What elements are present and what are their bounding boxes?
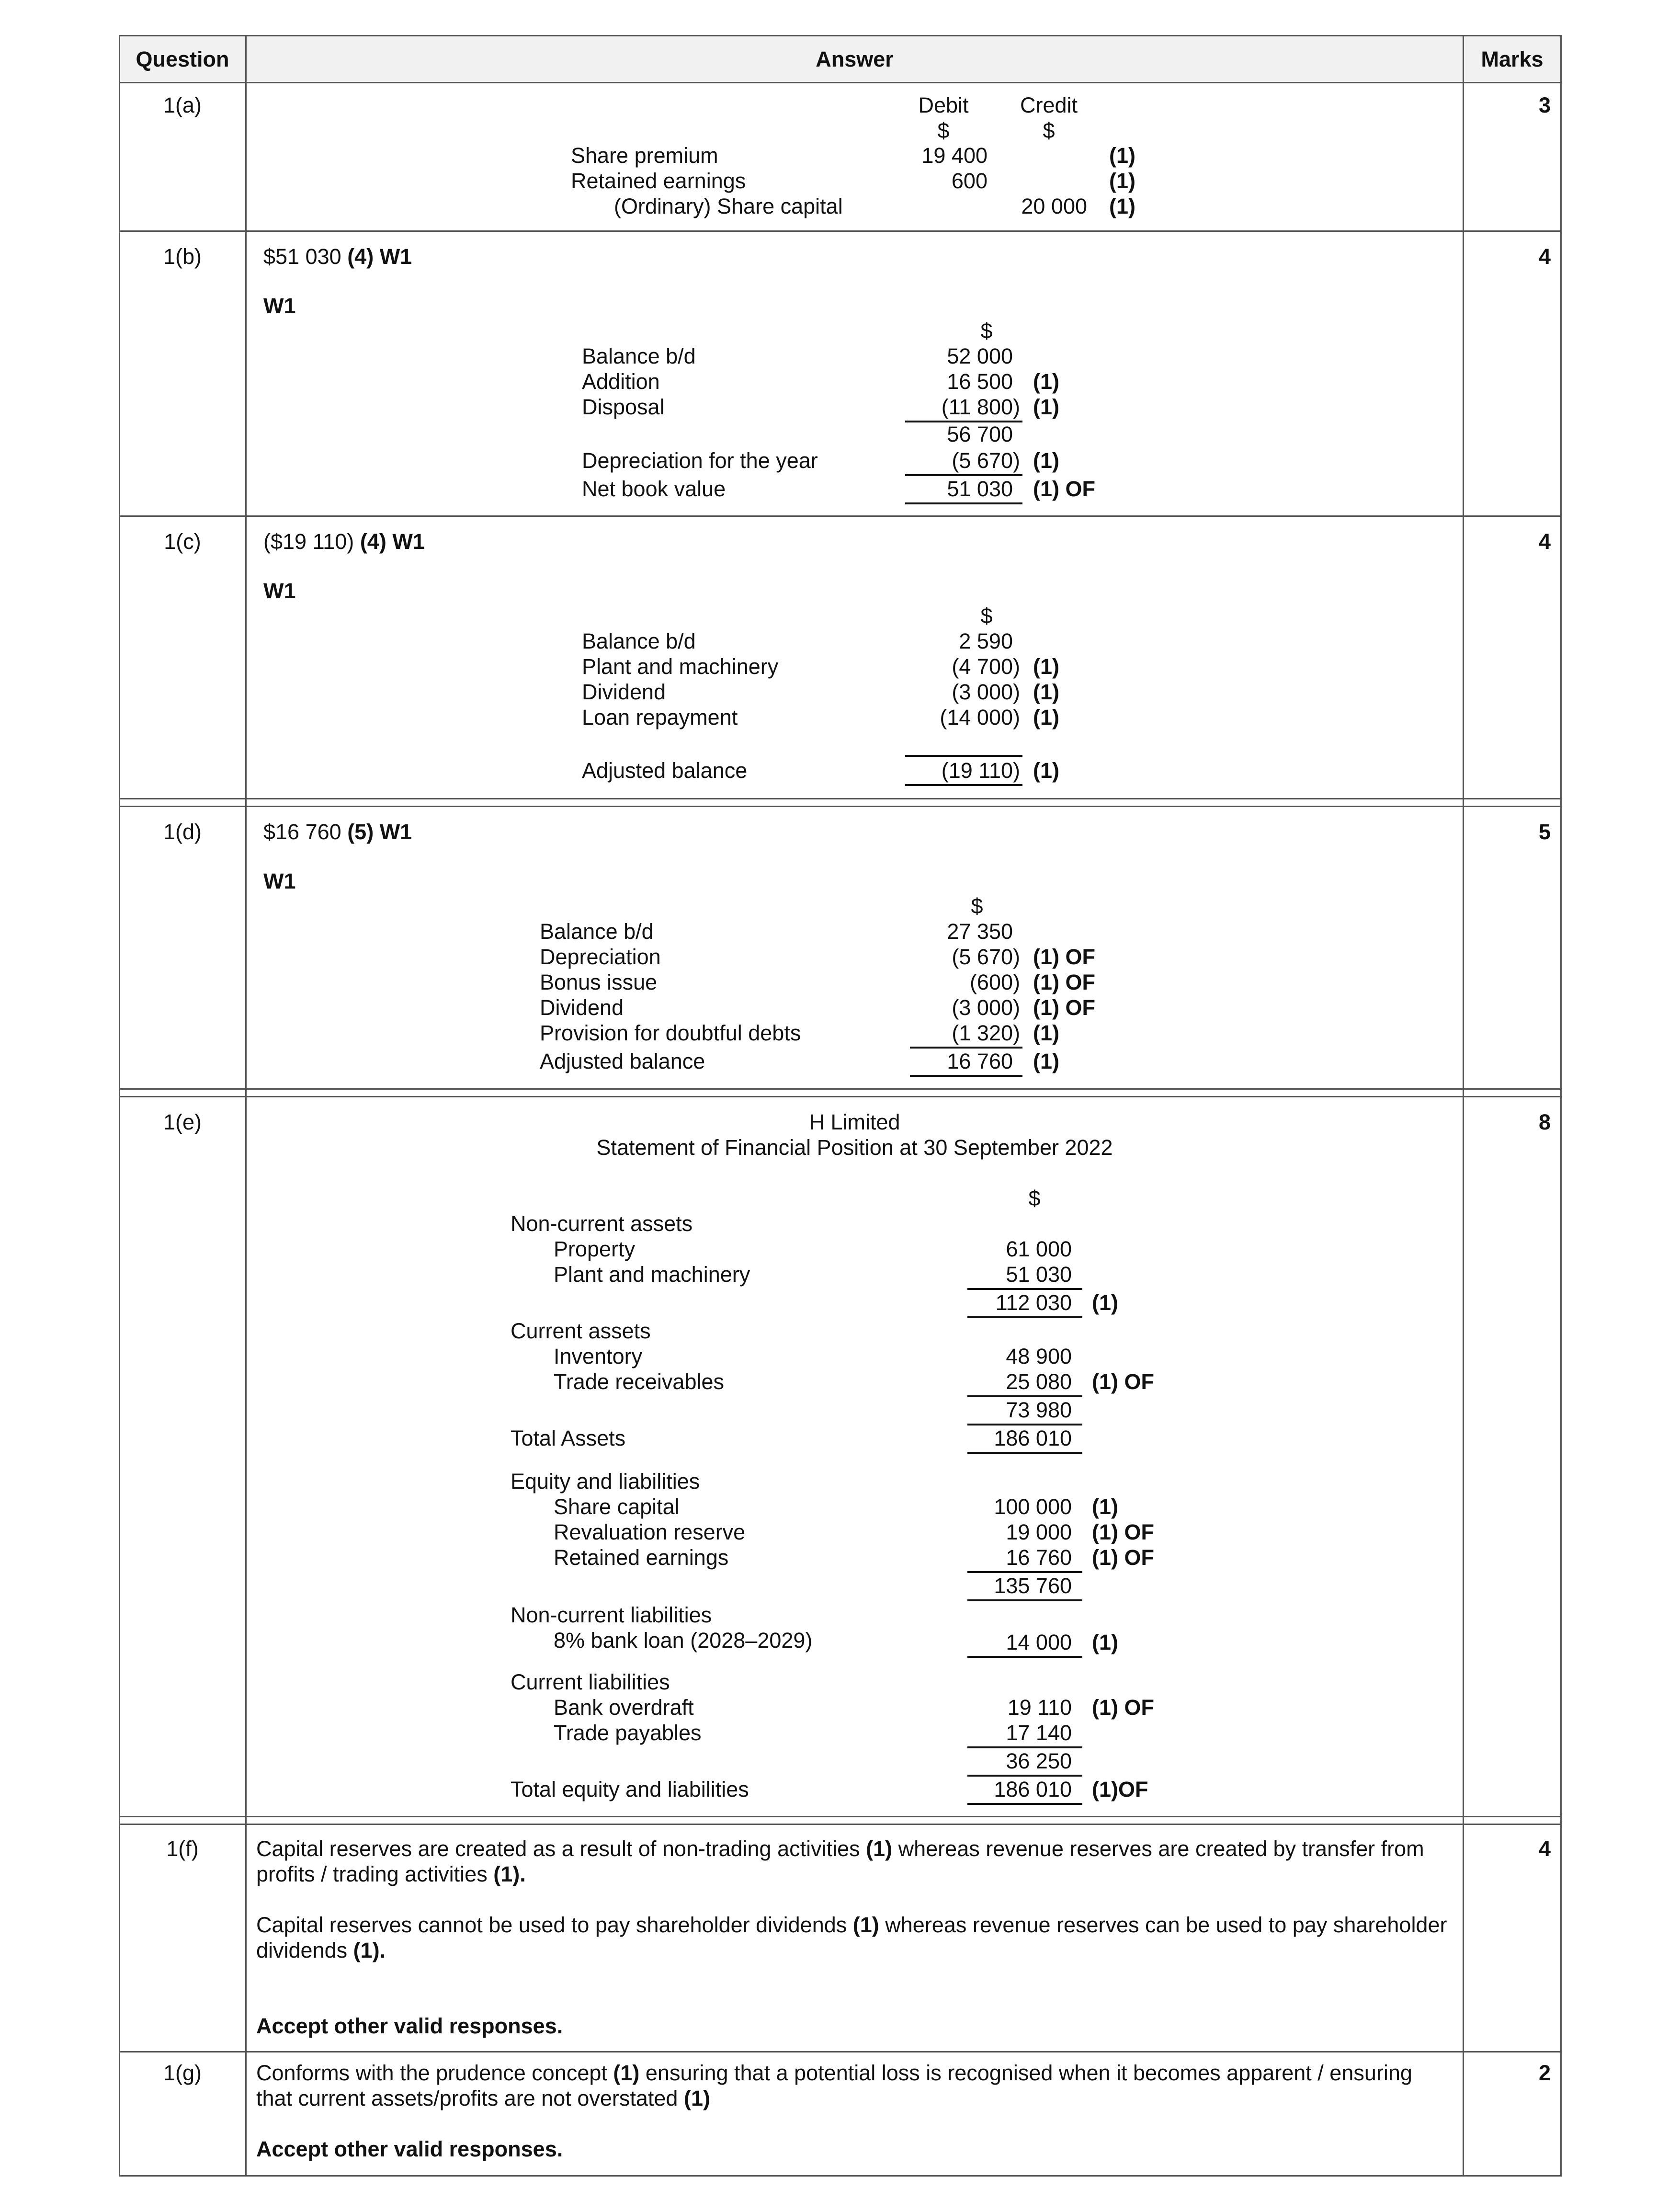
answer-paragraph-1g-1 [256,2060,1453,2111]
working-value: (600) [969,970,1020,994]
working-item: Balance b/d [540,919,654,944]
accept-note-1f: Accept other valid responses. [256,2014,563,2038]
working-item: Balance b/d [582,629,696,653]
question-label-1d: 1(d) [163,820,202,844]
working-item: Addition [582,369,660,394]
sofp-heading: Total equity and liabilities [511,1777,749,1802]
table-border-top [119,35,1561,36]
answer-paragraph-1f-2 [256,1912,1453,1963]
working-mark: (1) OF [1033,477,1095,501]
total-line [910,1075,1022,1077]
working-value: (3 000) [952,680,1020,704]
sofp-value: 17 140 [1006,1721,1072,1745]
working-item: Adjusted balance [540,1049,705,1073]
accept-note-1g: Accept other valid responses. [256,2137,563,2161]
row-divider-1b [119,515,1561,517]
marks-1d: 5 [1538,820,1551,844]
working-mark: (1) [1033,705,1059,730]
working-mark: (1) OF [1033,995,1095,1020]
debit-column-header: Debit [918,93,969,117]
marks-1a: 3 [1538,93,1551,117]
mark-allocation: (1) [613,2061,640,2085]
sofp-heading: Equity and liabilities [511,1469,700,1494]
working-mark: (1) [1033,758,1059,783]
question-label-1c: 1(c) [164,529,201,554]
working-value: (4 700) [952,654,1020,679]
answer-text: whereas revenue reserves are created by transfer from profits / trading activities [256,1836,1424,1886]
working-item: Depreciation for the year [582,448,818,473]
working-item: Plant and machinery [582,654,779,679]
subtotal-line [967,1656,1082,1658]
working-value: 27 350 [947,919,1013,944]
working-mark: (1) [1033,680,1059,704]
working-value: (5 670) [952,448,1020,473]
working-value: 51 030 [947,477,1013,501]
marks-1e: 8 [1538,1110,1551,1134]
marks-1f: 4 [1538,1836,1551,1861]
sofp-item: Revaluation reserve [554,1520,746,1544]
row-divider-1f [119,2051,1561,2052]
journal-mark: (1) [1109,169,1135,193]
header-question: Question [136,47,229,71]
working-item: Balance b/d [582,344,696,368]
journal-item: Retained earnings [571,169,746,193]
credit-unit: $ [1043,118,1055,143]
working-mark: (1) OF [1033,945,1095,969]
sofp-value: 186 010 [994,1777,1072,1802]
sofp-mark: (1) OF [1092,1369,1154,1394]
sofp-item: Property [554,1237,636,1261]
question-label-1f: 1(f) [166,1836,199,1861]
journal-debit: 600 [951,169,988,193]
working-item: Loan repayment [582,705,738,730]
total-line [967,1452,1082,1454]
working-value: 52 000 [947,344,1013,368]
working-label: W1 [263,869,296,893]
answer-text: ensuring that a potential loss is recognised when it becomes apparent / ensuring that current assets/profits are not overstated [256,2061,1412,2110]
row-divider-1d-top [119,1088,1561,1090]
row-divider-1e-bottom [119,1824,1561,1825]
header-marks: Marks [1481,47,1544,71]
column-divider-question [245,35,247,2177]
debit-unit: $ [937,118,950,143]
sofp-value: 61 000 [1006,1237,1072,1261]
column-divider-marks [1463,35,1464,2177]
row-divider-1a [119,230,1561,232]
sofp-value: 135 760 [994,1573,1072,1598]
working-item: Bonus issue [540,970,658,994]
credit-column-header: Credit [1020,93,1078,117]
sofp-item: Bank overdraft [554,1695,694,1720]
working-label: W1 [263,294,296,318]
answer-paragraph-1f-1 [256,1836,1453,1887]
working-unit: $ [980,319,993,343]
answer-text: Conforms with the prudence concept [256,2061,613,2085]
working-mark: (1) [1033,1049,1059,1073]
working-item: Disposal [582,395,665,419]
answer-1c [263,529,425,554]
sofp-mark: (1) [1092,1630,1118,1654]
company-name: H Limited [809,1110,900,1134]
journal-credit: 20 000 [1021,194,1087,218]
header-answer: Answer [816,47,894,71]
working-item: Provision for doubtful debts [540,1021,801,1045]
row-divider-1c-top [119,798,1561,799]
journal-item: (Ordinary) Share capital [614,194,843,218]
mark-allocation: (1) [683,2086,710,2110]
answer-text: whereas revenue reserves can be used to pay shareholder dividends [256,1913,1447,1962]
row-divider-1c-bottom [119,806,1561,807]
sofp-heading: Total Assets [511,1426,626,1450]
answer-value: $51 030 [263,244,341,269]
working-mark: (1) [1033,654,1059,679]
sofp-item: Trade payables [554,1721,702,1745]
header-divider [119,82,1561,83]
mark-allocation: (1) [866,1836,893,1861]
sofp-item: 8% bank loan (2028–2029) [554,1628,813,1653]
journal-mark: (1) [1109,143,1135,168]
total-line [905,784,1022,786]
sofp-value: 51 030 [1006,1262,1072,1287]
journal-mark: (1) [1109,194,1135,218]
working-unit: $ [980,604,993,628]
working-value: 16 500 [947,369,1013,394]
working-item: Adjusted balance [582,758,748,783]
working-value: (1 320) [952,1021,1020,1045]
working-item: Depreciation [540,945,661,969]
working-mark: (1) [1033,448,1059,473]
total-line [905,502,1022,504]
working-value: (14 000) [940,705,1020,730]
answer-value: ($19 110) [263,529,354,554]
question-label-1a: 1(a) [163,93,202,117]
answer-text: Capital reserves are created as a result of non-trading activities [256,1836,866,1861]
sofp-mark: (1) [1092,1494,1118,1519]
sofp-value: 14 000 [1006,1630,1072,1654]
statement-title: Statement of Financial Position at 30 September 2022 [596,1135,1113,1160]
working-mark: (1) [1033,369,1059,394]
answer-1d [263,819,412,844]
row-divider-1d-bottom [119,1096,1561,1097]
sofp-heading: Non-current assets [511,1211,693,1236]
sofp-mark: (1) OF [1092,1520,1154,1544]
answer-mark: (5) W1 [347,820,412,844]
working-value: 16 760 [947,1049,1013,1073]
table-border-bottom [119,2175,1561,2177]
sofp-heading: Current assets [511,1319,651,1343]
total-line [967,1803,1082,1805]
sofp-heading: Non-current liabilities [511,1603,712,1627]
sofp-value: 48 900 [1006,1344,1072,1368]
working-item: Net book value [582,477,726,501]
sofp-value: 19 000 [1006,1520,1072,1544]
answer-mark: (4) W1 [347,244,412,269]
mark-allocation: (1). [353,1938,386,1962]
answer-1b [263,244,412,269]
mark-allocation: (1). [493,1862,526,1886]
sofp-value: 73 980 [1006,1398,1072,1422]
working-value: (5 670) [952,945,1020,969]
total-line [967,1316,1082,1318]
sofp-item: Trade receivables [554,1369,725,1394]
sofp-mark: (1)OF [1092,1777,1148,1802]
sofp-item: Plant and machinery [554,1262,750,1287]
marks-1b: 4 [1538,244,1551,269]
sofp-value: 16 760 [1006,1545,1072,1570]
sofp-mark: (1) [1092,1290,1118,1315]
answer-mark: (4) W1 [360,529,425,554]
question-label-1g: 1(g) [163,2061,202,2085]
working-value: (11 800) [941,395,1020,419]
mark-allocation: (1) [852,1913,879,1937]
subtotal-line [967,1599,1082,1601]
statement-unit: $ [1028,1186,1041,1210]
sofp-item: Inventory [554,1344,643,1368]
working-unit: $ [971,894,983,918]
answer-text: Capital reserves cannot be used to pay shareholder dividends [256,1913,853,1937]
working-value: (3 000) [952,995,1020,1020]
working-value: (19 110) [941,758,1020,783]
working-item: Dividend [540,995,624,1020]
working-value: 56 700 [947,422,1013,446]
marks-1c: 4 [1538,529,1551,554]
sofp-mark: (1) OF [1092,1545,1154,1570]
working-value: 2 590 [959,629,1013,653]
sofp-heading: Current liabilities [511,1670,670,1694]
question-label-1e: 1(e) [163,1110,202,1134]
working-label: W1 [263,579,296,603]
sofp-mark: (1) OF [1092,1695,1154,1720]
marks-1g: 2 [1538,2061,1551,2085]
sofp-value: 112 030 [995,1290,1072,1315]
table-border-right [1560,35,1562,2177]
journal-item: Share premium [571,143,718,168]
sofp-value: 100 000 [994,1494,1072,1519]
subtotal-line [905,755,1022,757]
row-divider-1e-top [119,1816,1561,1817]
answer-value: $16 760 [263,820,341,844]
sofp-value: 36 250 [1006,1749,1072,1773]
working-mark: (1) [1033,1021,1059,1045]
question-label-1b: 1(b) [163,244,202,269]
working-mark: (1) OF [1033,970,1095,994]
working-mark: (1) [1033,395,1059,419]
sofp-item: Share capital [554,1494,680,1519]
journal-debit: 19 400 [921,143,988,168]
sofp-value: 25 080 [1006,1369,1072,1394]
working-item: Dividend [582,680,666,704]
sofp-value: 186 010 [994,1426,1072,1450]
sofp-item: Retained earnings [554,1545,729,1570]
sofp-value: 19 110 [1007,1695,1072,1720]
